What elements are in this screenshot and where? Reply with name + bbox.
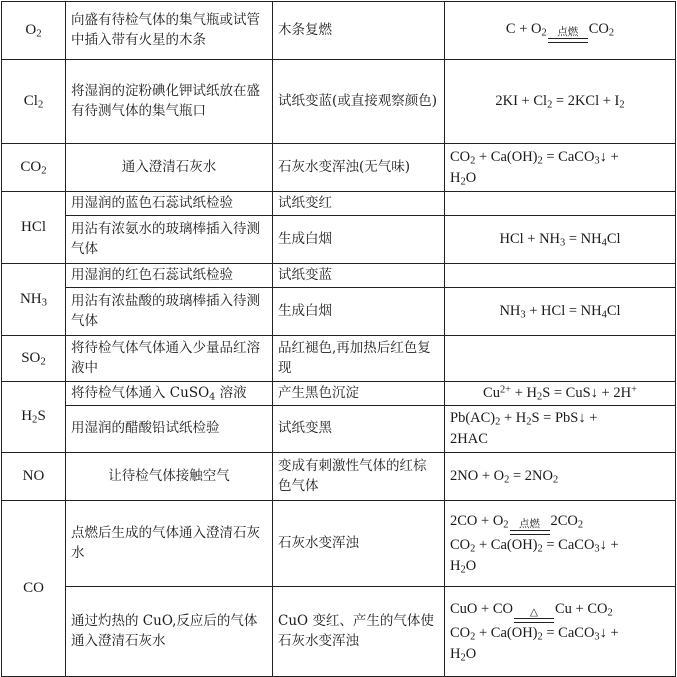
gas-name: $SO_2$ xyxy=(2,336,66,382)
table-row xyxy=(2,216,676,264)
gas-name: $Cl_2$ xyxy=(2,60,66,144)
table-row xyxy=(2,144,676,192)
table-row xyxy=(2,587,676,677)
reaction-equation: $2KI + Cl_2 = 2KCl + I_2$ xyxy=(445,60,676,144)
reaction-equation-empty xyxy=(445,192,676,216)
test-method: 通过灼热的 CuO,反应后的气体通入澄清石灰水 xyxy=(66,587,273,677)
test-phenomenon: 生成白烟 xyxy=(273,216,445,264)
reaction-condition: 点燃 xyxy=(519,517,541,530)
test-phenomenon: 生成白烟 xyxy=(273,288,445,336)
reaction-equation: $CO_2 + Ca(OH)_2$ = CaCO$_3$↓ + $H_2O$ xyxy=(445,144,676,192)
test-phenomenon: 木条复燃 xyxy=(273,2,445,60)
test-method: 用湿润的蓝色石蕊试纸检验 xyxy=(66,192,273,216)
table-row xyxy=(2,192,676,216)
test-method: 用湿润的醋酸铅试纸检验 xyxy=(66,406,273,453)
reaction-equation: $NH_3$ + HCl = $NH_4Cl$ xyxy=(445,288,676,336)
table-row xyxy=(2,501,676,587)
condition-arrow xyxy=(514,607,554,623)
test-method: 用沾有浓盐酸的玻璃棒插入待测气体 xyxy=(66,288,273,336)
test-method: 通入澄清石灰水 xyxy=(66,144,273,192)
reaction-condition: △ xyxy=(529,605,538,618)
test-phenomenon: 石灰水变浑浊 xyxy=(273,501,445,587)
test-phenomenon: 试纸变蓝(或直接观察颜色) xyxy=(273,60,445,144)
condition-arrow xyxy=(548,27,588,43)
test-method: 让待检气体接触空气 xyxy=(66,453,273,501)
table-row xyxy=(2,336,676,382)
test-phenomenon: 品红褪色,再加热后红色复现 xyxy=(273,336,445,382)
table-row xyxy=(2,2,676,60)
test-method: 将待检气体气体通入少量品红溶液中 xyxy=(66,336,273,382)
test-method: 将湿润的淀粉碘化钾试纸放在盛有待测气体的集气瓶口 xyxy=(66,60,273,144)
gas-detection-table xyxy=(1,1,676,677)
reaction-equation-empty xyxy=(445,336,676,382)
reaction-equation: $2CO + O_2$ 点燃 $2CO_2$ $CO_2 + Ca(OH)_2$ = CaCO$_3$↓ + $H_2O$ xyxy=(445,501,676,587)
test-method: 点燃后生成的气体通入澄清石灰水 xyxy=(66,501,273,587)
test-phenomenon: 试纸变红 xyxy=(273,192,445,216)
reaction-equation: $Cu^{2+} + H_2S$ = CuS↓ + 2H+ xyxy=(445,382,676,406)
reaction-equation: $2NO + O_2 = 2NO_2$ xyxy=(445,453,676,501)
gas-name: $O_2$ xyxy=(2,2,66,60)
table-row xyxy=(2,288,676,336)
gas-name: CO xyxy=(2,501,66,677)
test-phenomenon: CuO 变红、产生的气体使石灰水变浑浊 xyxy=(273,587,445,677)
gas-name: HCl xyxy=(2,192,66,264)
gas-name: $H_2S$ xyxy=(2,382,66,453)
reaction-equation: HCl + $NH_3 = NH_4Cl$ xyxy=(445,216,676,264)
reaction-equation: $Pb(AC)_2 + H_2S$ = PbS↓ + 2HAC xyxy=(445,406,676,453)
reaction-condition: 点燃 xyxy=(557,25,579,38)
test-method: 将待检气体通入 CuSO$_4$ 溶液 xyxy=(66,382,273,406)
test-phenomenon: 石灰水变浑浊(无气味) xyxy=(273,144,445,192)
test-phenomenon: 试纸变黑 xyxy=(273,406,445,453)
reaction-equation-empty xyxy=(445,264,676,288)
gas-name: $NH_3$ xyxy=(2,264,66,336)
table-row xyxy=(2,453,676,501)
table-row xyxy=(2,264,676,288)
reaction-equation: CuO + CO △ $Cu + CO_2$ $CO_2 + Ca(OH)_2$ = CaCO$_3$↓ + $H_2O$ xyxy=(445,587,676,677)
test-method: 向盛有待检气体的集气瓶或试管中插入带有火星的木条 xyxy=(66,2,273,60)
test-phenomenon: 试纸变蓝 xyxy=(273,264,445,288)
gas-name: $CO_2$ xyxy=(2,144,66,192)
gas-name: NO xyxy=(2,453,66,501)
test-method: 用湿润的红色石蕊试纸检验 xyxy=(66,264,273,288)
test-method: 用沾有浓氨水的玻璃棒插入待测气体 xyxy=(66,216,273,264)
test-phenomenon: 变成有刺激性气体的红棕色气体 xyxy=(273,453,445,501)
test-phenomenon: 产生黑色沉淀 xyxy=(273,382,445,406)
table-row xyxy=(2,382,676,406)
reaction-equation: $C + O_2$ 点燃 $CO_2$ xyxy=(445,2,676,60)
table-row xyxy=(2,60,676,144)
table-row xyxy=(2,406,676,453)
condition-arrow xyxy=(510,519,550,535)
